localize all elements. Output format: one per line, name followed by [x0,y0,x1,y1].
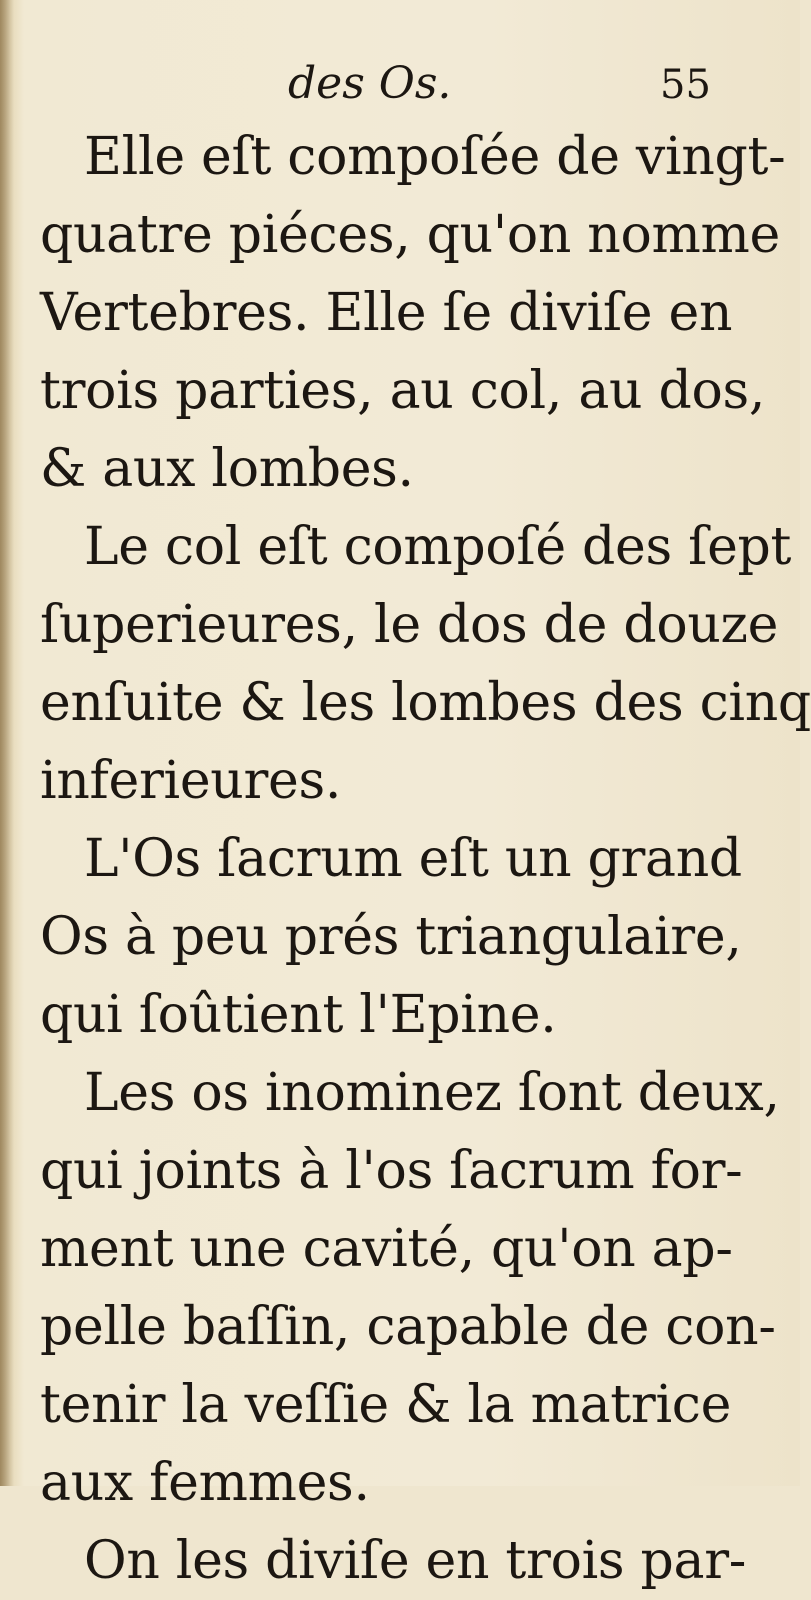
text-line: On les diviſe en trois par- [84,1531,747,1591]
text-line: Vertebres. Elle ſe diviſe en [40,283,733,343]
text-line: Os à peu prés triangulaire, [40,907,742,967]
text-line: pelle baſſin, capable de con- [40,1297,776,1357]
page-gutter-shadow [0,0,14,1486]
page-header [0,58,800,118]
text-line: qui ſoûtient l'Epine. [40,985,557,1045]
text-line: inferieures. [40,751,342,811]
text-line: Le col eſt compoſé des ſept [84,517,792,577]
text-line: enſuite & les lombes des cinq [40,673,811,733]
text-line: ſuperieures, le dos de douze [40,595,779,655]
text-line: trois parties, au col, au dos, [40,361,766,421]
text-line: quatre piéces, qu'on nomme [40,205,780,265]
text-line: tenir la veſſie & la matrice [40,1375,732,1435]
text-line: Elle eſt compoſée de vingt- [84,127,786,187]
text-line: Les os inominez ſont deux, [84,1063,780,1123]
body-text [40,118,811,1600]
running-title: des Os. [288,58,452,109]
text-line: & aux lombes. [40,439,414,499]
page-number: 55 [660,62,711,108]
text-line: ment une cavité, qu'on ap- [40,1219,733,1279]
text-line: aux femmes. [40,1453,370,1513]
text-line: L'Os ſacrum eſt un grand [84,829,742,889]
text-line: qui joints à l'os ſacrum for- [40,1141,743,1201]
